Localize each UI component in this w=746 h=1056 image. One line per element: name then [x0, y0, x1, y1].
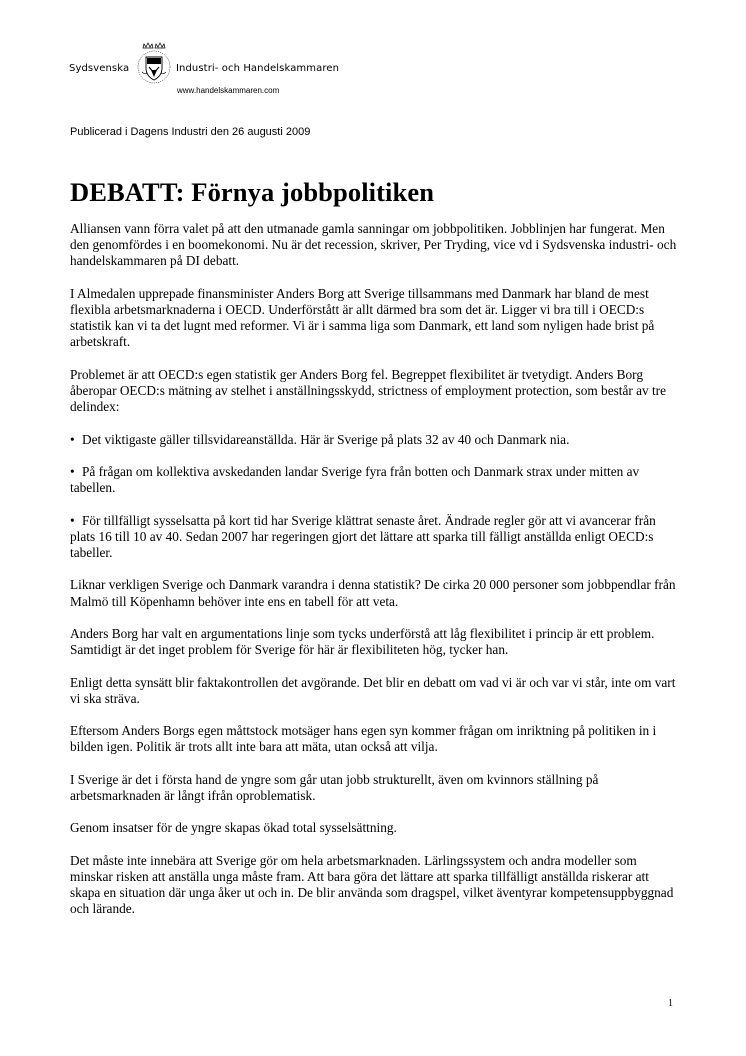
page-number: 1	[668, 998, 673, 1009]
paragraph: Eftersom Anders Borgs egen måttstock motsäger hans egen syn kommer frågan om inriktning på politiken in i bilden igen. Politik är trots allt inte bara att mäta, utan också att vilja.	[70, 723, 657, 755]
bullet-icon: •	[70, 512, 75, 528]
paragraph: Liknar verkligen Sverige och Danmark varandra i denna statistik? De cirka 20 000 personer som jobbpendlar från Malmö till Köpenhamn behöver inte ens en tabell för att veta.	[70, 577, 676, 609]
bullet-item	[70, 464, 680, 496]
paragraph: Problemet är att OECD:s egen statistik ger Anders Borg fel. Begreppet flexibilitet är tvetydigt. Anders Borg åberopar OECD:s mätning av stelhet i anställningsskydd, strictness of employment protection, som består av tre delindex:	[70, 366, 667, 415]
paragraph: Enligt detta synsätt blir faktakontrollen det avgörande. Det blir en debatt om vad vi är och var vi står, inte om vart vi ska sträva.	[70, 674, 676, 706]
paragraph: I Sverige är det i första hand de yngre som går utan jobb strukturellt, även om kvinnors ställning på arbetsmarknaden är långt ifrån oproblematisk.	[70, 771, 599, 803]
bullet-icon: •	[70, 463, 75, 479]
paragraph: Det måste inte innebära att Sverige gör om hela arbetsmarknaden. Lärlingssystem och andra modeller som minskar risken att anställa unga måste fram. Att bara göra det lättare att sparka tillfälligt anställda riskerar att skapa en situation där unga åker ut och in. De blir använda som dragspel, vilket äventyrar kompetensuppbyggnad och lärande.	[70, 852, 674, 917]
org-name-right: Industri- och Handelskammaren	[176, 63, 340, 74]
paragraph-intro: Alliansen vann förra valet på att den utmanade gamla sanningar om jobbpolitiken. Jobblinjen har fungerat. Men den genomfördes i en boomekonomi. Nu är det recession, skriver, Per Tryding, vice vd i Sydsvenska industri- och handelskammaren på DI debatt.	[70, 221, 677, 269]
bullet-icon: •	[70, 431, 75, 447]
published-line: Publicerad i Dagens Industri den 26 augusti 2009	[70, 126, 311, 138]
bullet-text: Det viktigaste gäller tillsvidareanställda. Här är Sverige på plats 32 av 40 och Danmark nia.	[82, 431, 570, 447]
coat-of-arms-icon	[134, 42, 174, 88]
org-name-left: Sydsvenska	[69, 63, 130, 74]
bullet-text: För tillfälligt sysselsatta på kort tid har Sverige klättrat senaste året. Ändrade regler gör att vi avancerar från plats 16 till 10 av 40. Sedan 2007 har regeringen gjort det lättare att sparka till fälligt anställda enligt OECD:s tabeller.	[70, 512, 656, 560]
bullet-item	[70, 513, 680, 562]
paragraph: I Almedalen upprepade finansminister Anders Borg att Sverige tillsammans med Danmark har bland de mest flexibla arbetsmarknaderna i OECD. Underförstått är allt därmed bra som det är. Ligger vi bra till i OECD:s statistik kan vi ta det lugnt med reformer. Vi är i samma liga som Danmark, ett land som nyligen hade brist på arbetskraft.	[70, 285, 655, 350]
bullet-item	[70, 432, 680, 448]
letterhead	[69, 40, 389, 100]
website-url: www.handelskammaren.com	[177, 86, 280, 95]
paragraph: Anders Borg har valt en argumentations linje som tycks underförstå att låg flexibilitet i princip är ett problem. Samtidigt är det inget problem för Sverige för här är flexibiliteten hög, tycker han.	[70, 625, 655, 658]
paragraph: Genom insatser för de yngre skapas ökad total sysselsättning.	[70, 820, 397, 836]
article-body	[70, 221, 680, 934]
article-title: DEBATT: Förnya jobbpolitiken	[70, 177, 435, 207]
bullet-text: På frågan om kollektiva avskedanden landar Sverige fyra från botten och Danmark strax under mitten av tabellen.	[70, 463, 640, 496]
